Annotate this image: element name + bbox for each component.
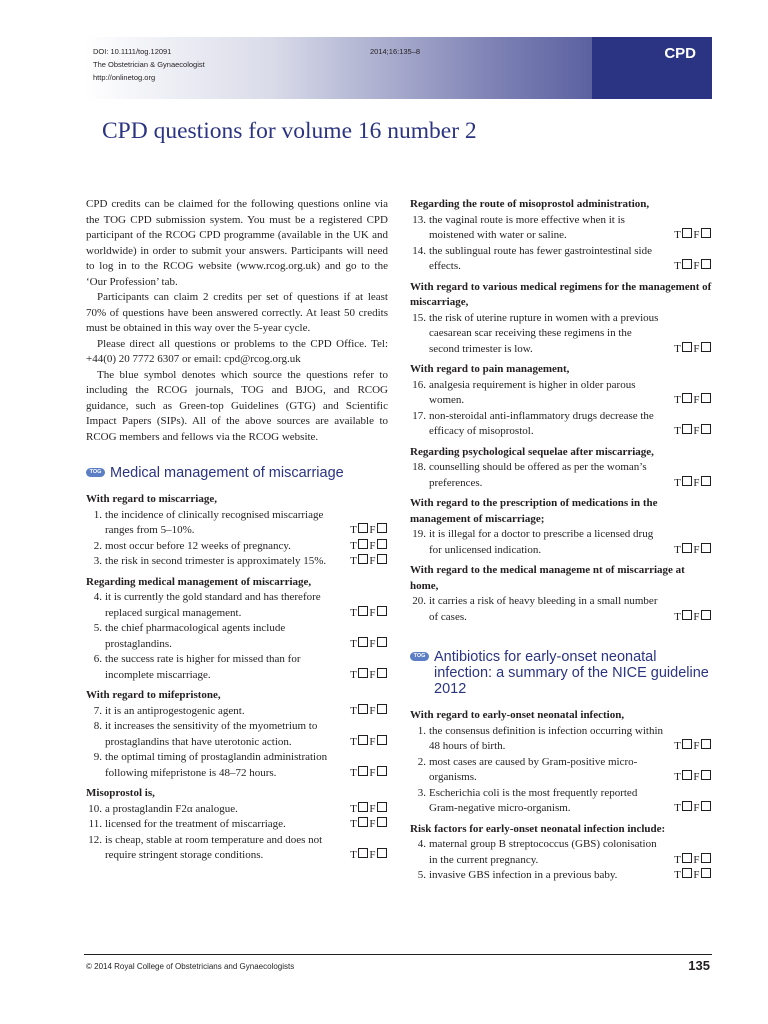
false-checkbox[interactable]	[701, 543, 711, 553]
question-text: most cases are caused by Gram-positive micro-organisms.	[429, 755, 638, 783]
true-label: T	[674, 740, 682, 752]
true-checkbox[interactable]	[358, 539, 368, 549]
true-label: T	[350, 802, 358, 815]
true-checkbox[interactable]	[682, 868, 692, 878]
question-row	[410, 786, 712, 817]
question-row	[410, 594, 712, 625]
intro-paragraph: Please direct all questions or problems to the CPD Office. Tel: +44(0) 20 7772 6307 or email: cpd@rcog.org.uk	[86, 337, 388, 365]
page-number: 135	[688, 958, 710, 973]
true-false-options	[674, 868, 712, 884]
question-row	[86, 719, 388, 750]
false-checkbox[interactable]	[701, 228, 711, 238]
copyright: © 2014 Royal College of Obstetricians and Gynaecologists	[86, 962, 295, 971]
false-label: F	[693, 610, 700, 623]
true-label: T	[350, 555, 358, 567]
true-label: T	[674, 610, 682, 623]
false-checkbox[interactable]	[701, 610, 711, 620]
question-text: invasive GBS infection in a previous baby.	[429, 869, 618, 881]
true-checkbox[interactable]	[682, 424, 692, 434]
true-label: T	[674, 394, 682, 406]
question-groups	[86, 492, 388, 864]
false-label: F	[693, 229, 700, 241]
journal-url[interactable]: http://onlinetog.org	[93, 73, 156, 82]
true-false-options	[350, 637, 388, 653]
question-text: the consensus definition is infection occurring within 48 hours of birth.	[429, 724, 664, 752]
true-label: T	[674, 853, 682, 866]
question-row	[86, 652, 388, 683]
tog-badge-icon: TOG	[410, 652, 429, 661]
false-checkbox[interactable]	[377, 554, 387, 564]
question-row	[86, 750, 388, 781]
question-text: maternal group B streptococcus (GBS) colonisation in the current pregnancy.	[429, 838, 657, 866]
question-number: 14.	[412, 244, 426, 257]
true-label: T	[350, 735, 358, 748]
false-label: F	[369, 555, 376, 567]
false-label: F	[693, 425, 700, 437]
true-false-options	[350, 539, 388, 555]
question-row	[410, 409, 712, 440]
false-label: F	[693, 394, 700, 406]
true-checkbox[interactable]	[682, 228, 692, 238]
question-group-heading: With regard to miscarriage,	[86, 493, 217, 505]
false-label: F	[369, 766, 376, 779]
false-checkbox[interactable]	[701, 424, 711, 434]
true-label: T	[350, 766, 358, 779]
question-text: the incidence of clinically recognised miscarriage ranges from 5–10%.	[105, 508, 324, 536]
question-group-heading: Risk factors for early-onset neonatal infection include:	[410, 822, 666, 835]
section-heading-text: Antibiotics for early-onset neonatal infection: a summary of the NICE guideline 2012	[434, 649, 709, 697]
false-label: F	[369, 802, 376, 815]
question-row	[86, 802, 388, 818]
question-group-heading: With regard to the prescription of medications in the management of miscarriage;	[410, 497, 658, 525]
true-checkbox[interactable]	[682, 610, 692, 620]
question-text: the risk of uterine rupture in women with a previous caesarean scar receiving these regimens in the second trimester is low.	[429, 311, 659, 355]
false-checkbox[interactable]	[701, 739, 711, 749]
false-label: F	[693, 543, 700, 556]
true-checkbox[interactable]	[358, 817, 368, 827]
question-text: it carries a risk of heavy bleeding in a small number of cases.	[429, 595, 658, 623]
true-checkbox[interactable]	[682, 770, 692, 780]
true-checkbox[interactable]	[682, 853, 692, 863]
question-number: 9.	[93, 751, 102, 763]
cpd-tag: CPD	[664, 45, 696, 62]
true-checkbox[interactable]	[682, 739, 692, 749]
question-number: 8.	[93, 720, 102, 732]
question-text: the chief pharmacological agents include prostaglandins.	[105, 622, 286, 650]
question-number: 17.	[412, 409, 426, 422]
question-number: 6.	[93, 653, 102, 665]
question-text: it is currently the gold standard and has therefore replaced surgical management.	[105, 591, 321, 619]
true-label: T	[674, 229, 682, 241]
question-row	[410, 311, 712, 358]
true-label: T	[674, 771, 682, 783]
question-number: 1.	[93, 508, 102, 521]
intro-paragraph: CPD credits can be claimed for the following questions online via the TOG CPD submission system. You must be a registered CPD participant of the RCOG CPD programme (available in the UK and worldwide) in order to submit your answers. Participants will need to log in to the RCOG website (www.rcog.org.uk) and go to the ‘Our Profession’ tab.	[86, 198, 388, 288]
journal-name: The Obstetrician & Gynaecologist	[93, 60, 205, 69]
question-number: 4.	[93, 591, 102, 603]
question-text: it is illegal for a doctor to prescribe a licensed drug for unlicensed indication.	[429, 528, 654, 556]
page-title: CPD questions for volume 16 number 2	[102, 118, 477, 144]
question-row	[410, 724, 712, 755]
true-false-options	[350, 606, 388, 622]
question-text: analgesia requirement is higher in older parous women.	[429, 378, 636, 406]
false-checkbox[interactable]	[701, 342, 711, 352]
true-false-options	[350, 554, 388, 570]
intro-paragraph: Participants can claim 2 credits per set of questions if at least 70% of questions have been answered correctly. At least 50 credits must be obtained in this way over the 5-year cycle.	[86, 291, 388, 334]
section-heading	[86, 465, 388, 481]
true-label: T	[674, 802, 682, 814]
false-checkbox[interactable]	[701, 259, 711, 269]
false-label: F	[369, 735, 376, 748]
question-group-heading: Misoprostol is,	[86, 787, 155, 799]
question-text: the optimal timing of prostaglandin administration following mifepristone is 48–72 hours.	[105, 751, 328, 779]
false-checkbox[interactable]	[701, 476, 711, 486]
false-label: F	[369, 524, 376, 536]
true-false-options	[350, 802, 388, 818]
true-false-options	[674, 476, 712, 492]
false-label: F	[369, 539, 376, 552]
false-checkbox[interactable]	[701, 868, 711, 878]
section-heading	[410, 649, 712, 697]
question-number: 15.	[412, 311, 426, 324]
true-false-options	[674, 739, 712, 755]
question-row	[410, 527, 712, 558]
true-label: T	[674, 869, 682, 881]
true-label: T	[350, 849, 358, 861]
tog-badge-icon: TOG	[86, 468, 105, 477]
question-groups	[410, 708, 712, 884]
question-row	[86, 704, 388, 720]
question-group-heading: With regard to the medical manageme nt of miscarriage at home,	[410, 564, 685, 592]
true-label: T	[350, 704, 358, 717]
true-checkbox[interactable]	[358, 606, 368, 616]
question-number: 3.	[417, 786, 426, 799]
question-row	[86, 817, 388, 833]
true-false-options	[674, 801, 712, 817]
false-label: F	[369, 637, 376, 650]
true-checkbox[interactable]	[682, 801, 692, 811]
true-checkbox[interactable]	[358, 802, 368, 812]
true-false-options	[674, 259, 712, 275]
question-row	[86, 539, 388, 555]
true-false-options	[674, 342, 712, 358]
false-label: F	[369, 849, 376, 861]
false-label: F	[693, 853, 700, 866]
true-label: T	[674, 342, 682, 355]
question-text: it increases the sensitivity of the myometrium to prostaglandins that have uterotonic action.	[105, 720, 318, 748]
section-heading-text: Medical management of miscarriage	[110, 465, 344, 481]
true-false-options	[350, 848, 388, 864]
true-label: T	[674, 260, 682, 272]
question-groups	[410, 197, 712, 625]
false-checkbox[interactable]	[377, 523, 387, 533]
false-label: F	[693, 476, 700, 489]
true-label: T	[674, 543, 682, 556]
false-label: F	[693, 260, 700, 272]
true-label: T	[674, 476, 682, 489]
false-label: F	[369, 668, 376, 681]
false-checkbox[interactable]	[377, 606, 387, 616]
left-column	[86, 197, 388, 864]
question-number: 7.	[93, 704, 102, 717]
question-number: 19.	[412, 528, 426, 540]
question-row	[410, 213, 712, 244]
question-text: it is an antiprogestogenic agent.	[105, 704, 245, 717]
true-checkbox[interactable]	[358, 766, 368, 776]
question-text: the sublingual route has fewer gastrointestinal side effects.	[429, 244, 652, 272]
question-number: 5.	[417, 869, 426, 881]
true-false-options	[674, 610, 712, 626]
true-false-options	[350, 817, 388, 833]
true-checkbox[interactable]	[358, 523, 368, 533]
question-text: Escherichia coli is the most frequently reported Gram-negative micro-organism.	[429, 786, 638, 814]
question-text: most occur before 12 weeks of pregnancy.	[105, 539, 291, 552]
true-checkbox[interactable]	[358, 848, 368, 858]
true-false-options	[350, 735, 388, 751]
question-group-heading: Regarding psychological sequelae after miscarriage,	[410, 445, 654, 458]
true-label: T	[350, 606, 358, 619]
true-checkbox[interactable]	[682, 259, 692, 269]
true-checkbox[interactable]	[358, 668, 368, 678]
question-row	[410, 837, 712, 868]
true-label: T	[674, 425, 682, 437]
question-number: 10.	[88, 802, 102, 815]
false-checkbox[interactable]	[377, 668, 387, 678]
true-false-options	[674, 853, 712, 869]
question-row	[86, 554, 388, 570]
question-number: 2.	[417, 755, 426, 768]
false-label: F	[369, 606, 376, 619]
intro	[86, 197, 388, 445]
false-label: F	[369, 704, 376, 717]
question-text: the vaginal route is more effective when it is moistened with water or saline.	[429, 213, 625, 241]
question-number: 3.	[93, 555, 102, 567]
true-false-options	[350, 523, 388, 539]
question-text: counselling should be offered as per the woman’s preferences.	[429, 461, 647, 489]
question-number: 2.	[93, 539, 102, 552]
question-text: the success rate is higher for missed than for incomplete miscarriage.	[105, 653, 301, 681]
false-label: F	[693, 771, 700, 783]
true-checkbox[interactable]	[682, 393, 692, 403]
false-label: F	[693, 802, 700, 814]
question-text: is cheap, stable at room temperature and does not require stringent storage conditions.	[105, 833, 323, 861]
question-number: 13.	[412, 213, 426, 226]
false-checkbox[interactable]	[377, 637, 387, 647]
question-group-heading: Regarding medical management of miscarriage,	[86, 575, 312, 588]
false-checkbox[interactable]	[377, 848, 387, 858]
question-text: non-steroidal anti-inflammatory drugs decrease the efficacy of misoprostol.	[429, 409, 654, 437]
false-label: F	[693, 342, 700, 355]
question-number: 11.	[88, 818, 102, 830]
question-group-heading: With regard to early-onset neonatal infection,	[410, 709, 625, 721]
true-checkbox[interactable]	[682, 476, 692, 486]
question-row	[410, 755, 712, 786]
question-group-heading: With regard to pain management,	[410, 363, 570, 375]
question-row	[410, 460, 712, 491]
true-false-options	[674, 770, 712, 786]
question-row	[86, 833, 388, 864]
true-checkbox[interactable]	[358, 735, 368, 745]
true-false-options	[674, 543, 712, 559]
false-label: F	[369, 818, 376, 830]
false-checkbox[interactable]	[701, 801, 711, 811]
true-checkbox[interactable]	[358, 554, 368, 564]
true-false-options	[350, 766, 388, 782]
false-checkbox[interactable]	[701, 770, 711, 780]
question-row	[86, 621, 388, 652]
true-checkbox[interactable]	[682, 543, 692, 553]
true-label: T	[350, 818, 358, 830]
true-false-options	[674, 424, 712, 440]
question-row	[410, 378, 712, 409]
false-label: F	[693, 869, 700, 881]
false-checkbox[interactable]	[377, 766, 387, 776]
false-checkbox[interactable]	[377, 735, 387, 745]
question-text: the risk in second trimester is approximately 15%.	[105, 555, 327, 567]
true-checkbox[interactable]	[682, 342, 692, 352]
false-checkbox[interactable]	[377, 802, 387, 812]
question-number: 16.	[412, 378, 426, 391]
true-checkbox[interactable]	[358, 637, 368, 647]
question-text: licensed for the treatment of miscarriage.	[105, 818, 286, 830]
false-checkbox[interactable]	[377, 539, 387, 549]
citation: 2014;16:135–8	[370, 47, 421, 56]
intro-paragraph: The blue symbol denotes which source the questions refer to including the RCOG journals, TOG and BJOG, and RCOG guidance, such as Green-top Guidelines (GTG) and Scientific Impact Papers (SIPs). All of the above sources are available to RCOG members and fellows via the RCOG website.	[86, 368, 388, 443]
doi: DOI: 10.1111/tog.12091	[93, 47, 172, 56]
footer-rule	[84, 954, 712, 955]
false-checkbox[interactable]	[701, 393, 711, 403]
true-checkbox[interactable]	[358, 704, 368, 714]
false-label: F	[693, 740, 700, 752]
question-number: 18.	[412, 461, 426, 473]
true-false-options	[350, 668, 388, 684]
right-column	[410, 197, 712, 884]
question-group-heading: With regard to various medical regimens for the management of miscarriage,	[410, 280, 712, 308]
question-number: 12.	[88, 833, 102, 846]
true-false-options	[350, 704, 388, 720]
question-text: a prostaglandin F2α analogue.	[105, 802, 238, 815]
question-number: 5.	[93, 622, 102, 634]
question-group-heading: With regard to mifepristone,	[86, 689, 221, 701]
question-number: 20.	[412, 595, 426, 607]
false-checkbox[interactable]	[377, 817, 387, 827]
true-false-options	[674, 393, 712, 409]
question-number: 1.	[417, 724, 426, 737]
true-label: T	[350, 668, 358, 681]
question-row	[86, 508, 388, 539]
question-number: 4.	[417, 838, 426, 850]
true-label: T	[350, 637, 358, 650]
false-checkbox[interactable]	[701, 853, 711, 863]
true-label: T	[350, 524, 358, 536]
question-row	[410, 868, 712, 884]
true-label: T	[350, 539, 358, 552]
question-row	[410, 244, 712, 275]
question-group-heading: Regarding the route of misoprostol administration,	[410, 198, 650, 210]
true-false-options	[674, 228, 712, 244]
question-row	[86, 590, 388, 621]
false-checkbox[interactable]	[377, 704, 387, 714]
